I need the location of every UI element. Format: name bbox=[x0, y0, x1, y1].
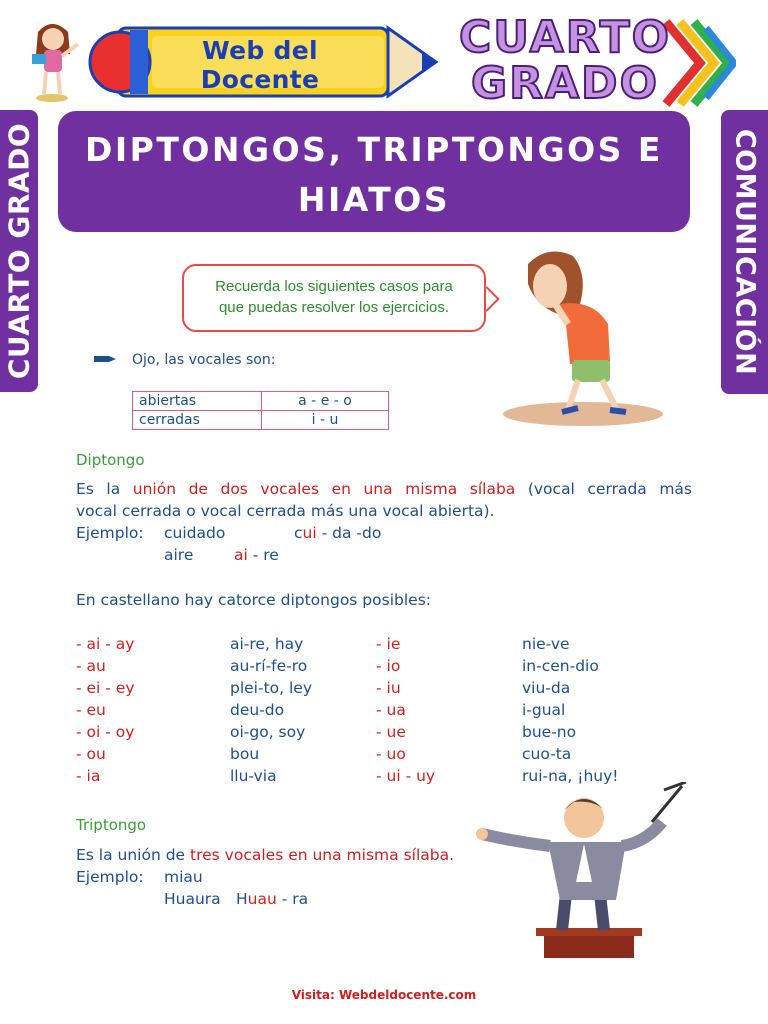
list-item: llu-via bbox=[230, 767, 277, 785]
teacher-illustration bbox=[18, 14, 88, 104]
list-item: - io bbox=[376, 657, 401, 675]
list-item: oi-go, soy bbox=[230, 723, 306, 741]
speech-bubble bbox=[182, 264, 486, 332]
list-item: - ie bbox=[376, 635, 401, 653]
example-syllables bbox=[294, 522, 381, 544]
list-item: - au bbox=[76, 657, 106, 675]
example-syllables bbox=[236, 888, 308, 910]
title-banner bbox=[58, 111, 690, 232]
example-syllables bbox=[234, 544, 279, 566]
list-item: viu-da bbox=[522, 679, 571, 697]
list-item: deu-do bbox=[230, 701, 285, 719]
list-item: - ia bbox=[76, 767, 101, 785]
title-line-2: HIATOS bbox=[297, 180, 451, 219]
list-item: rui-na, ¡huy! bbox=[522, 767, 619, 785]
def-text: . bbox=[449, 846, 455, 864]
diptongo-count-text: En castellano hay catorce diptongos posibles: bbox=[76, 591, 431, 609]
syllable-highlight: ai bbox=[234, 546, 248, 564]
diptongo-definition-line1 bbox=[76, 478, 692, 500]
bubble-line-1: Recuerda los siguientes casos para bbox=[215, 278, 453, 295]
list-item: - ei - ey bbox=[76, 679, 135, 697]
vowel-letters: a - e - o bbox=[262, 392, 389, 411]
syllable-highlight: uau bbox=[247, 890, 277, 908]
diptongo-list-left-examples bbox=[230, 633, 312, 787]
syllable-text: - da -do bbox=[316, 524, 382, 542]
list-item: - eu bbox=[76, 701, 106, 719]
list-item: - uo bbox=[376, 745, 406, 763]
example-label: Ejemplo: bbox=[76, 524, 144, 542]
triptongo-heading: Triptongo bbox=[76, 816, 147, 834]
side-label-left bbox=[0, 110, 38, 392]
syllable-text: - re bbox=[247, 546, 279, 564]
pencil-bullet-icon bbox=[94, 354, 116, 364]
list-item: nie-ve bbox=[522, 635, 570, 653]
side-label-left-text: CUARTO GRADO bbox=[2, 122, 36, 380]
def-text: Es la bbox=[76, 480, 133, 498]
list-item: - ou bbox=[76, 745, 106, 763]
diptongo-list-right-examples bbox=[522, 633, 619, 787]
list-item: - oi - oy bbox=[76, 723, 135, 741]
table-row bbox=[133, 392, 389, 411]
list-item: ai-re, hay bbox=[230, 635, 304, 653]
syllable-text: - ra bbox=[276, 890, 309, 908]
list-item: i-gual bbox=[522, 701, 566, 719]
triptongo-definition bbox=[76, 844, 454, 866]
diptongo-heading: Diptongo bbox=[76, 451, 145, 469]
table-row bbox=[133, 411, 389, 430]
side-label-right bbox=[721, 110, 768, 394]
example-word: cuidado bbox=[164, 524, 226, 542]
def-text: (vocal cerrada más bbox=[515, 480, 692, 498]
logo-text: Web del Docente bbox=[200, 36, 320, 94]
def-highlight: unión de dos vocales en una misma sílaba bbox=[132, 480, 516, 498]
vowel-letters: i - u bbox=[262, 411, 389, 430]
grade-line-1: CUARTO bbox=[458, 12, 672, 63]
example-word: Huaura bbox=[164, 890, 221, 908]
page-title bbox=[58, 125, 690, 225]
diptongo-definition-line2: vocal cerrada o vocal cerrada más una vocal abierta). bbox=[76, 502, 495, 520]
conductor-illustration bbox=[476, 782, 702, 962]
list-item: cuo-ta bbox=[522, 745, 572, 763]
vowels-intro: Ojo, las vocales son: bbox=[132, 352, 276, 368]
list-item: bou bbox=[230, 745, 260, 763]
list-item: bue-no bbox=[522, 723, 577, 741]
vowels-table bbox=[132, 391, 389, 430]
bubble-line-2: que puedas resolver los ejercicios. bbox=[218, 299, 450, 316]
vowel-kind: cerradas bbox=[133, 411, 262, 430]
list-item: - iu bbox=[376, 679, 401, 697]
example-word: miau bbox=[164, 868, 203, 886]
syllable-text: c bbox=[294, 524, 303, 542]
grade-badge bbox=[430, 10, 760, 110]
list-item: - ai - ay bbox=[76, 635, 135, 653]
def-text: Es la unión de bbox=[76, 846, 191, 864]
list-item: - ui - uy bbox=[376, 767, 436, 785]
side-label-right-text: COMUNICACIÓN bbox=[729, 128, 760, 376]
list-item: - ue bbox=[376, 723, 406, 741]
vowel-kind: abiertas bbox=[133, 392, 262, 411]
def-highlight: tres vocales en una misma sílaba bbox=[190, 846, 450, 864]
list-item: plei-to, ley bbox=[230, 679, 313, 697]
thinking-girl-illustration bbox=[498, 244, 668, 430]
syllable-text: H bbox=[236, 890, 248, 908]
example-label: Ejemplo: bbox=[76, 868, 144, 886]
diptongo-list-right-combos bbox=[376, 633, 435, 787]
list-item: in-cen-dio bbox=[522, 657, 599, 675]
title-line-1: DIPTONGOS, TRIPTONGOS E bbox=[85, 130, 663, 169]
footer-link[interactable]: Visita: Webdeldocente.com bbox=[291, 988, 477, 1002]
example-word: aire bbox=[164, 546, 194, 564]
diptongo-list-left-combos bbox=[76, 633, 135, 787]
list-item: - ua bbox=[376, 701, 406, 719]
grade-line-2: GRADO bbox=[471, 58, 659, 109]
list-item: au-rí-fe-ro bbox=[230, 657, 308, 675]
syllable-highlight: ui bbox=[302, 524, 317, 542]
